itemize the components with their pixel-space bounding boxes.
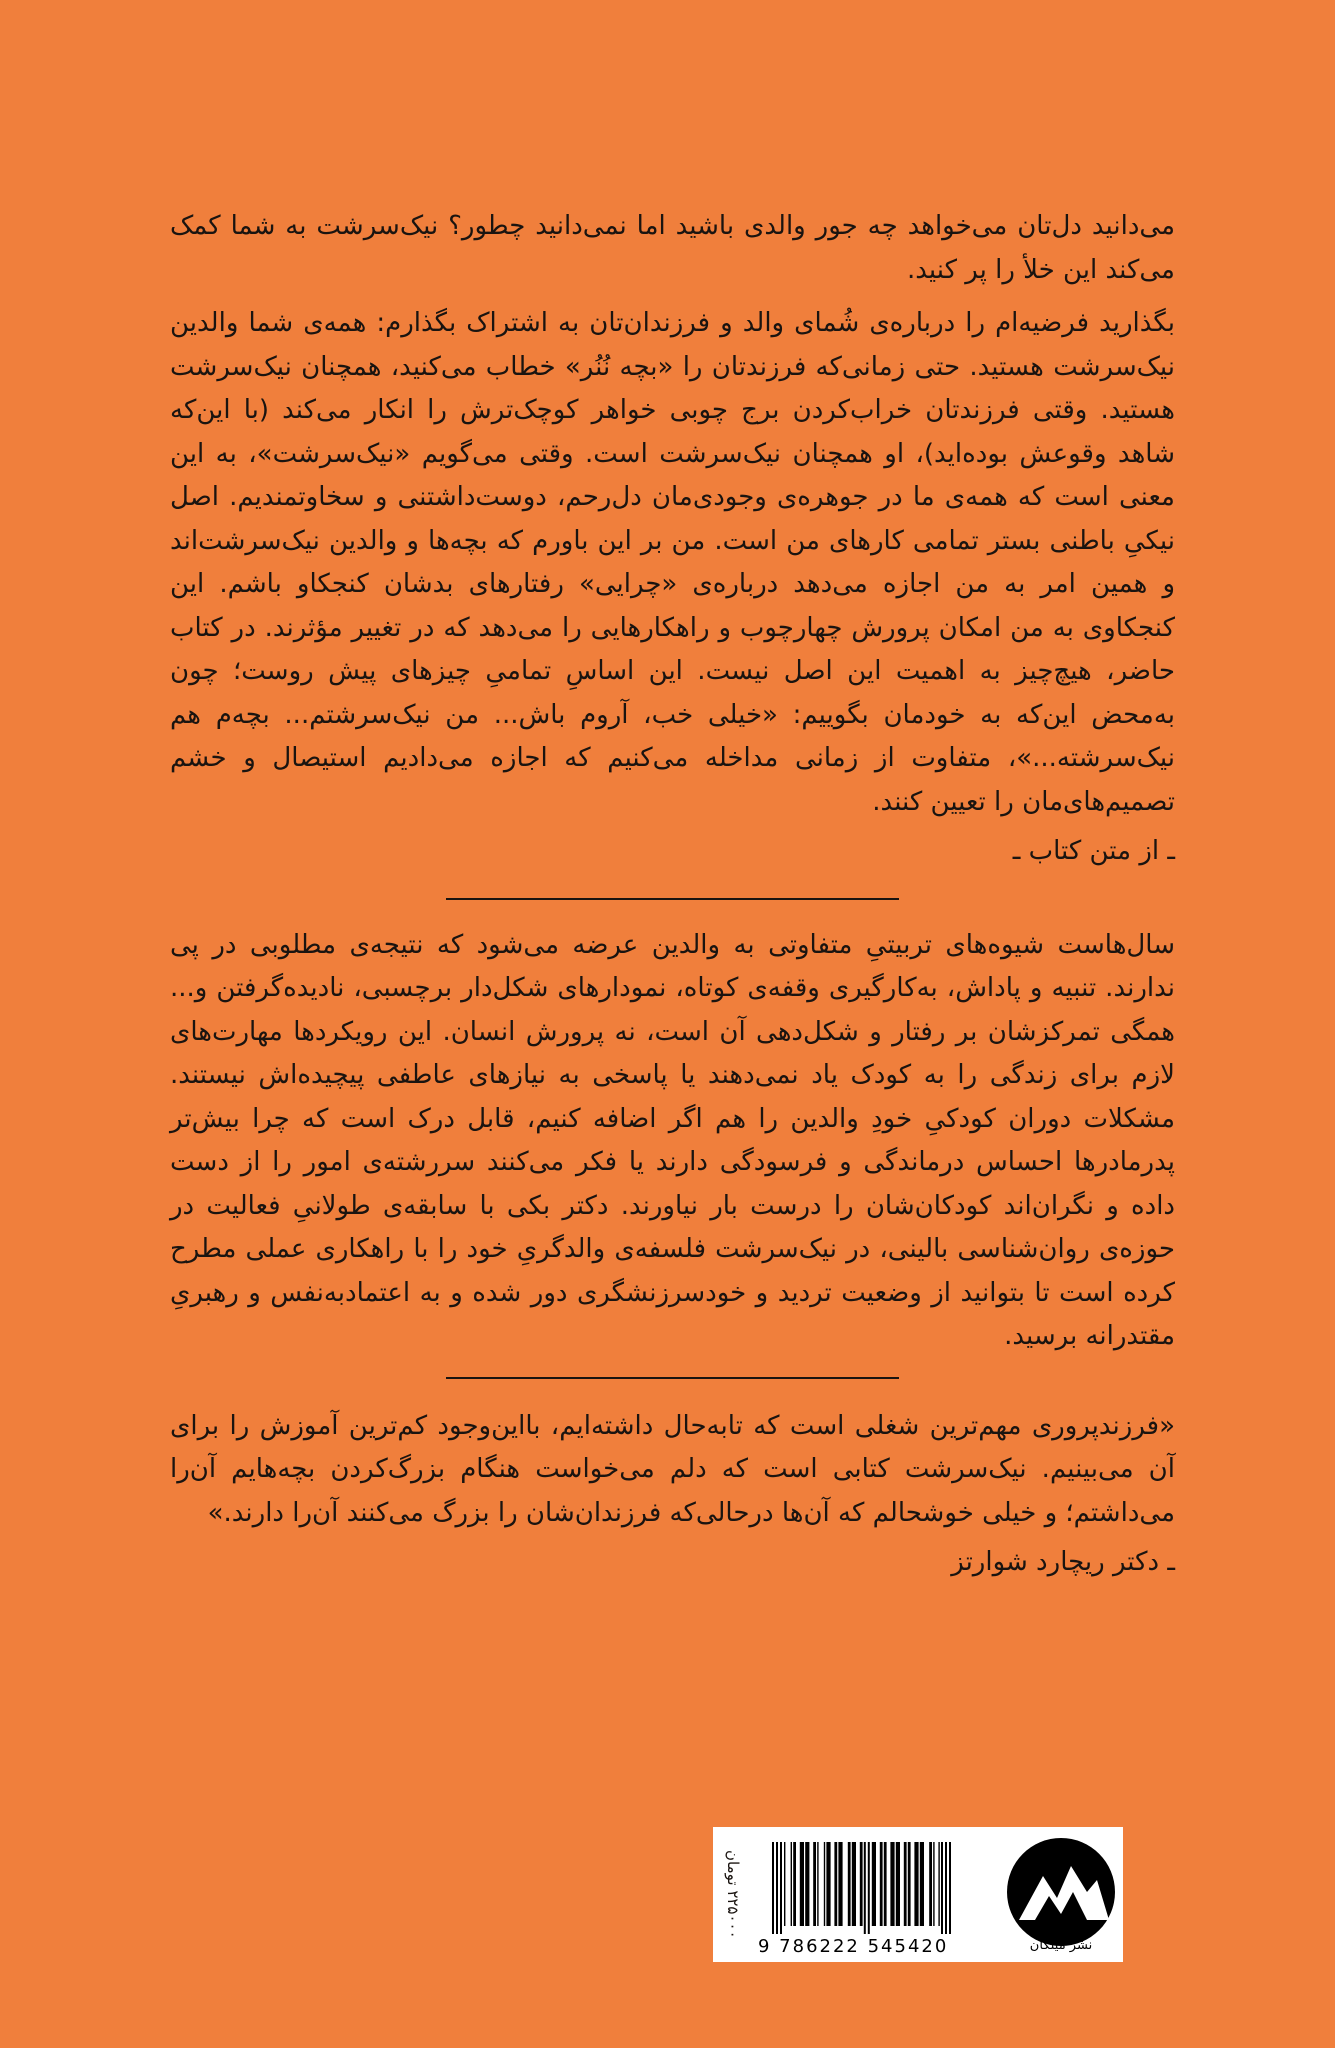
- barcode-bar: [941, 1842, 943, 1934]
- barcode-bar: [838, 1842, 842, 1926]
- description-paragraph: سال‌هاست شیوه‌های تربیتیِ متفاوتی به والدین عرضه می‌شود که نتیجه‌ی مطلوبی در پی ندارند. تنبیه و پاداش، به‌کارگیری وقفه‌ی کوتاه، نمودارهای شکل‌دار برچسبی، نادیده‌گرفتن و... همگی تمرکزشان بر رفتار و شکل‌دهی آن است، نه پرورش انسان. این رویکردها مهارت‌های لازم برای زندگی را به کودک یاد نمی‌دهند یا پاسخی به نیازهای عاطفی پیچیده‌اش نیستند. مشکلات دوران کودکیِ خودِ والدین را هم اگر اضافه کنیم، قابل درک است که چرا بیش‌تر پدرمادرها احساس درماندگی و فرسودگی دارند یا فکر می‌کنند سررشته‌ی امور را از دست داده و نگران‌اند کودکان‌شان را درست بار نیاورند. دکتر بکی با سابقه‌ی طولانیِ فعالیت در حوزه‌ی روان‌شناسی بالینی، در نیک‌سرشت فلسفه‌ی والدگریِ خود را با راهکاری عملی مطرح کرده است تا بتوانید از وضعیت تردید و خودسرزنشگری دور شده و به اعتمادبه‌نفس و رهبریِ مقتدرانه برسید.: [170, 929, 1175, 1351]
- barcode-bar: [772, 1842, 774, 1934]
- barcode-bar: [884, 1842, 887, 1926]
- isbn-barcode: [770, 1842, 980, 1934]
- barcode-bar: [896, 1842, 900, 1926]
- barcode-bar: [852, 1842, 856, 1926]
- barcode-bar: [791, 1842, 792, 1926]
- barcode-bar: [824, 1842, 825, 1926]
- barcode-bar: [914, 1842, 918, 1926]
- barcode-bar: [817, 1842, 818, 1926]
- barcode-bar: [872, 1842, 876, 1926]
- barcode-bar: [890, 1842, 894, 1926]
- barcode-bar: [860, 1842, 863, 1926]
- barcode-bar: [848, 1842, 851, 1926]
- barcode-bar: [780, 1842, 782, 1934]
- barcode-bar: [776, 1842, 778, 1934]
- endorsement-author: ـ دکتر ریچارد شوارتز: [951, 1547, 1175, 1577]
- endorsement-quote: «فرزندپروری مهم‌ترین شغلی است که تابه‌حال داشته‌ایم، بااین‌وجود کم‌ترین آموزش را برای آن می‌بینیم. نیک‌سرشت کتابی است که دلم می‌خواست هنگام بزرگ‌کردن بچه‌هایم آن‌را می‌داشتم؛ و خیلی خوشحالم که آن‌ها درحالی‌که فرزندان‌شان را بزرگ می‌کنند آن‌را دارند.»: [170, 1410, 1175, 1528]
- price-label: ۲۲۵۰۰۰ تومان: [724, 1850, 742, 1939]
- intro-paragraph: می‌دانید دل‌تان می‌خواهد چه جور والدی باشید اما نمی‌دانید چطور؟ نیک‌سرشت به شما کمک می‌کند این خلأ را پر کنید.: [170, 211, 1175, 285]
- barcode-bar: [929, 1842, 932, 1926]
- barcode-bar: [784, 1842, 785, 1926]
- barcode-bar: [805, 1842, 809, 1926]
- barcode-bar: [880, 1842, 883, 1926]
- barcode-bar: [949, 1842, 951, 1934]
- publisher-name: نشر میلکان: [1029, 1938, 1093, 1953]
- back-cover-text: [170, 205, 1175, 1585]
- barcode-bar: [908, 1842, 911, 1926]
- barcode-bar: [834, 1842, 837, 1926]
- divider-bottom: [446, 1377, 899, 1379]
- barcode-bar: [945, 1842, 947, 1934]
- barcode-bar: [793, 1842, 796, 1926]
- barcode-bar: [826, 1842, 830, 1926]
- barcode-bar: [864, 1842, 866, 1934]
- barcode-bar: [933, 1842, 934, 1926]
- barcode-bar: [800, 1842, 804, 1926]
- divider-top: [446, 898, 899, 900]
- barcode-bar: [813, 1842, 816, 1926]
- barcode-bar: [868, 1842, 870, 1934]
- barcode-bar: [920, 1842, 924, 1926]
- excerpt-paragraph: بگذارید فرضیه‌ام را درباره‌ی شُمای والد و فرزندان‌تان به اشتراک بگذارم: همه‌ی شما والدین نیک‌سرشت هستید. حتی زمانی‌که فرزندتان را «بچه‌ نُنُر» خطاب می‌کنید، همچنان نیک‌سرشت هستید. وقتی فرزندتان خراب‌کردن برج چوبی خواهر کوچک‌ترش را انکار می‌کند (با این‌که شاهد وقوعش بوده‌اید)، او همچنان نیک‌سرشت است. وقتی می‌گویم «نیک‌سرشت»، به این معنی است که همه‌ی ما در جوهره‌ی وجودی‌مان دل‌رحم، دوست‌داشتنی و سخاوتمندیم. اصل نیکیِ باطنی بستر تمامی کارهای من است. من بر این باورم که بچه‌ها و والدین نیک‌سرشت‌اند و همین امر به من اجازه می‌دهد درباره‌ی «چرایی» رفتارهای بدشان کنجکاو باشم. این کنجکاوی به من امکان پرورش چهارچوب و راهکارهایی را می‌دهد که در تغییر مؤثرند. در کتاب حاضر، هیچ‌چیز به اهمیت این اصل نیست. این اساسِ تمامیِ چیزهای پیش روست؛ چون به‌محض این‌که به خودمان بگوییم: «خیلی خب، آروم باش... من نیک‌سرشتم... بچه‌م هم نیک‌سرشته...»، متفاوت از زمانی مداخله می‌کنیم که اجازه می‌دادیم استیصال و خشم تصمیم‌های‌مان را تعیین کنند.: [170, 308, 1175, 817]
- publisher-logo-icon: [1005, 1836, 1117, 1948]
- barcode-bar: [938, 1842, 939, 1926]
- isbn-number: 9 786222 545420: [758, 1936, 949, 1957]
- barcode-bar: [904, 1842, 907, 1926]
- excerpt-source: ـ از متن کتاب ـ: [1012, 836, 1175, 866]
